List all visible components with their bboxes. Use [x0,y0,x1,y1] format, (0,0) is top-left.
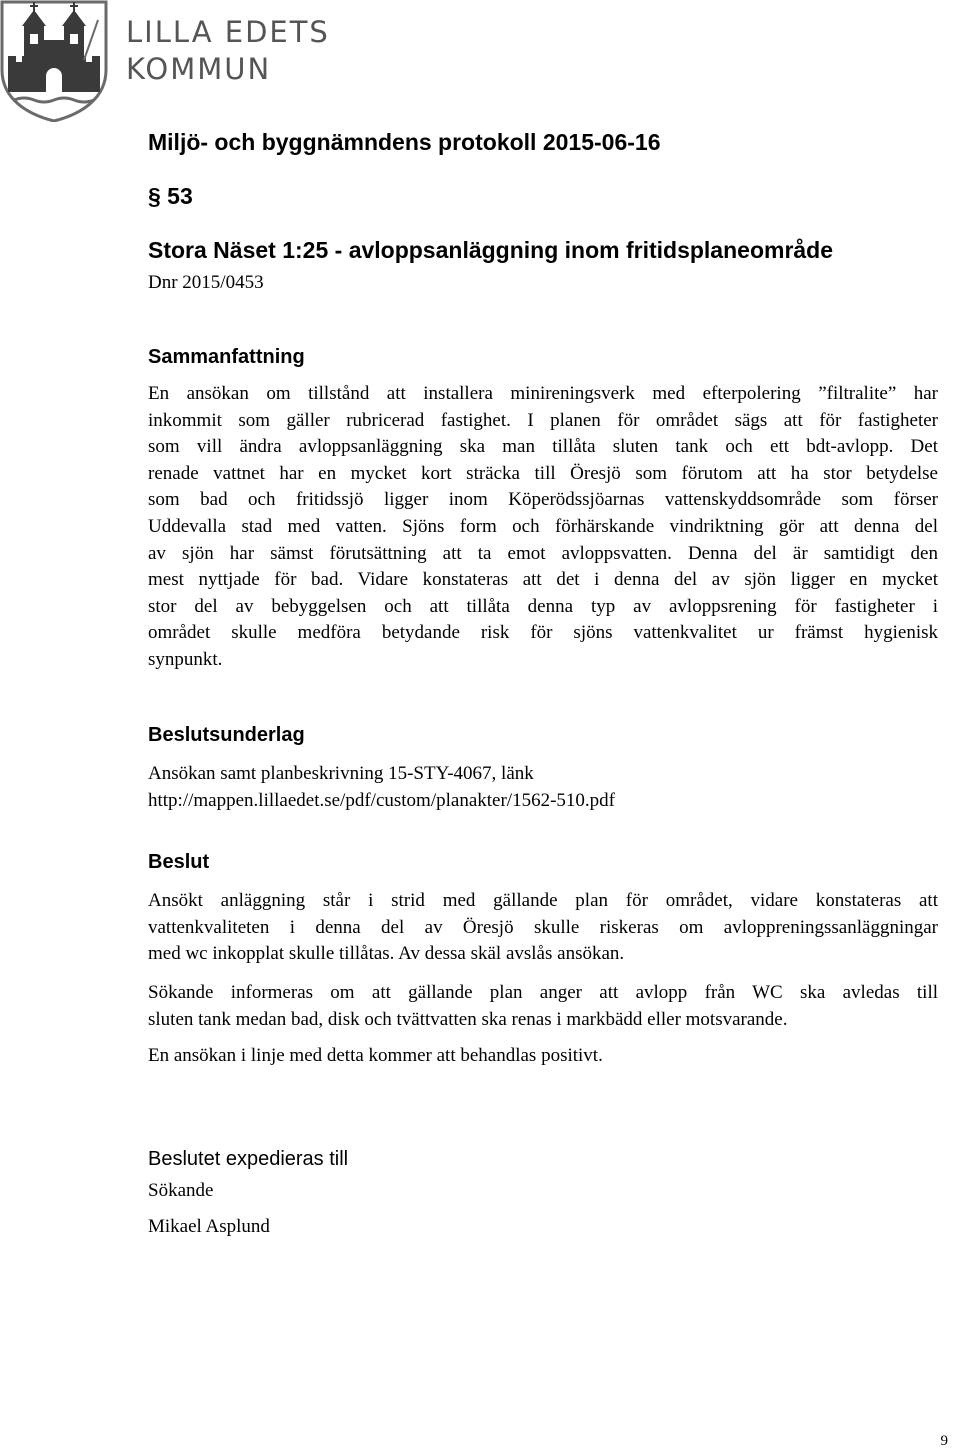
case-title: Stora Näset 1:25 - avloppsanläggning inom fritidsplaneområde [148,237,834,263]
page-number: 9 [940,1433,948,1449]
decision-heading: Beslut [148,851,210,873]
plan-document-link[interactable]: http://mappen.lillaedet.se/pdf/custom/planakter/1562-510.pdf [148,789,615,811]
decision-basis-heading: Beslutsunderlag [148,724,305,746]
logo-line-1: LILLA EDETS [126,15,330,49]
summary-line: som bad och fritidssjö ligger inom Köperödssjöarnas vattenskyddsområde som förser [148,489,938,511]
summary-heading: Sammanfattning [148,346,305,368]
decision-line: sluten tank medan bad, disk och tvättvatten ska renas i markbädd eller motsvarande. [148,1008,788,1030]
summary-line: Uddevalla stad med vatten. Sjöns form och förhärskande vindriktning gör att denna del [148,515,938,537]
municipality-logo-text [126,14,330,88]
recipient: Mikael Asplund [148,1216,270,1237]
diary-number: Dnr 2015/0453 [148,272,264,293]
decision-basis-text [148,761,938,814]
summary-text [148,381,938,674]
distribution-heading: Beslutet expedieras till [148,1148,349,1170]
municipal-crest-icon [0,0,108,122]
decision-paragraph-2 [148,980,938,1033]
decision-basis-line: Ansökan samt planbeskrivning 15-STY-4067, länk [148,763,534,784]
page-header [0,0,960,130]
summary-line: mest nyttjade för bad. Vidare konstateras att det i denna del av sjön ligger en mycket [148,569,938,591]
summary-line: stor del av bebyggelsen och att tillåta denna typ av avloppsrening för fastigheter i [148,595,938,617]
decision-line: Ansökt anläggning står i strid med gällande plan för området, vidare konstateras att [148,890,938,911]
summary-line: renade vattnet har en mycket kort sträcka till Öresjö som förutom att ha stor betydelse [148,462,938,484]
summary-line: som vill ändra avloppsanläggning ska man tillåta sluten tank och ett bdt-avlopp. Det [148,436,938,458]
decision-paragraph-3 [148,1043,938,1070]
summary-line: området skulle medföra betydande risk för sjöns vattenkvalitet ur främst hygienisk [148,622,938,644]
logo-line-2: KOMMUN [126,52,272,86]
decision-line: med wc inkopplat skulle tillåtas. Av dessa skäl avslås ansökan. [148,943,625,965]
summary-line: inkommit som gäller rubricerad fastighet. I planen för området sägs att för fastigheter [148,409,938,431]
summary-line: En ansökan om tillstånd att installera minireningsverk med efterpolering ”filtralite” har [148,383,938,404]
decision-paragraph-1 [148,888,938,968]
document-title: Miljö- och byggnämndens protokoll 2015-06-16 [148,129,661,155]
paragraph-number: § 53 [148,183,193,209]
decision-line: vattenkvaliteten i denna del av Öresjö skulle riskeras om avloppreningssanläggningar [148,916,938,938]
summary-line: av sjön har sämst förutsättning att ta emot avloppsvatten. Denna del är samtidigt den [148,542,938,564]
decision-line: Sökande informeras om att gällande plan anger att avlopp från WC ska avledas till [148,982,938,1003]
summary-line: synpunkt. [148,648,223,670]
decision-line: En ansökan i linje med detta kommer att behandlas positivt. [148,1045,603,1066]
recipient: Sökande [148,1180,214,1201]
